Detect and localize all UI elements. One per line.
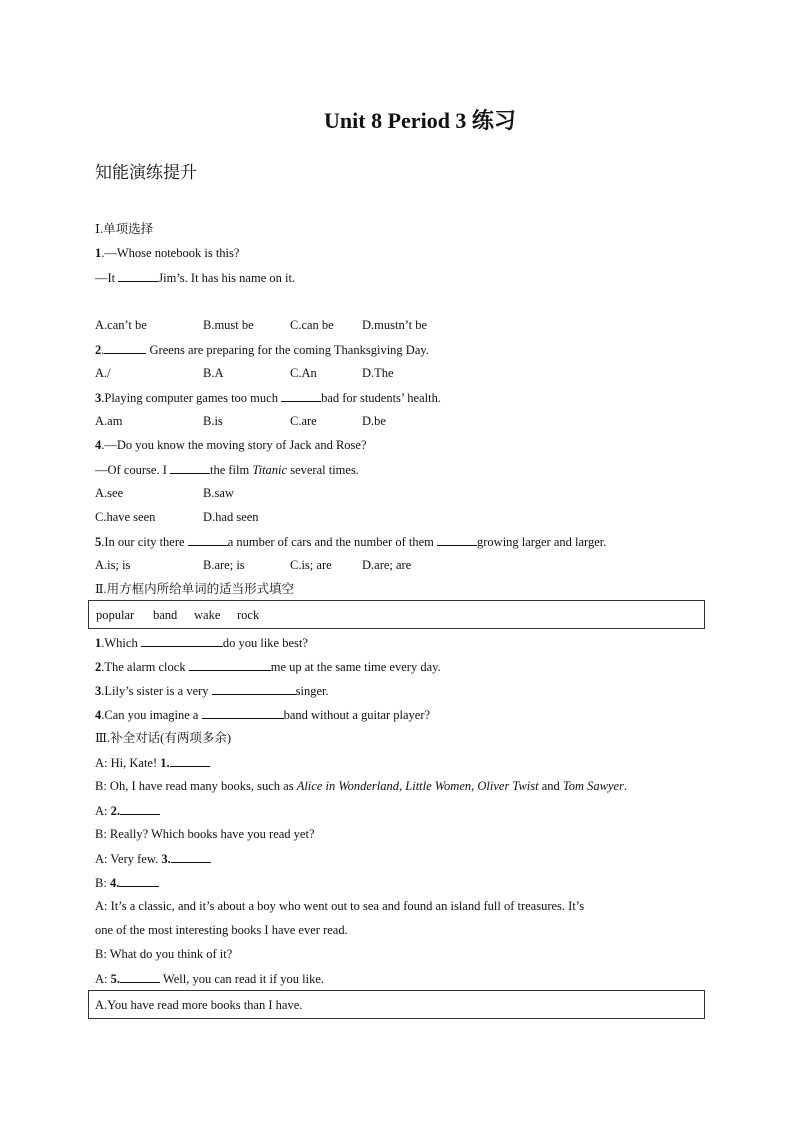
word-bank-word: popular (96, 608, 135, 622)
s1-q1-opt-b: B.must be (203, 318, 254, 332)
s1-q4-opt-b: B.saw (203, 486, 234, 500)
s1-q1-line2: —It Jim’s. It has his name on it. (95, 271, 296, 285)
answer-blank[interactable] (118, 269, 158, 282)
answer-blank[interactable] (212, 682, 296, 695)
s1-q3-opt-c: C.are (290, 414, 317, 428)
s1-q1-line1: 1.—Whose notebook is this? (95, 246, 240, 260)
s1-q5-opt-a: A.is; is (95, 558, 131, 572)
section1-heading: Ⅰ.单项选择 (95, 222, 154, 236)
page-title: Unit 8 Period 3 练习 (324, 108, 516, 133)
s1-q5-opt-b: B.are; is (203, 558, 245, 572)
dialog-line-4: B: Really? Which books have you read yet? (95, 827, 315, 841)
s1-q5-opt-c: C.is; are (290, 558, 332, 572)
s2-q4-line: 4.Can you imagine a band without a guitar player? (95, 708, 431, 722)
answer-blank[interactable] (171, 850, 211, 863)
dialog-line-7: A: It’s a classic, and it’s about a boy who went out to sea and found an island full of treasures. It’s (95, 899, 585, 913)
s1-q1-opt-a: A.can’t be (95, 318, 147, 332)
s1-q2-opt-d: D.The (362, 366, 394, 380)
answer-blank[interactable] (281, 389, 321, 402)
answer-blank[interactable] (119, 874, 159, 887)
s1-q4-line1: 4.—Do you know the moving story of Jack and Rose? (95, 438, 367, 452)
answer-blank[interactable] (188, 533, 228, 546)
s1-q4-line2: —Of course. I the film Titanic several times. (95, 463, 359, 477)
s1-q1-opt-c: C.can be (290, 318, 334, 332)
answer-blank[interactable] (202, 706, 284, 719)
dialog-line-1: A: Hi, Kate! 1. (95, 754, 210, 771)
answer-blank[interactable] (120, 970, 160, 983)
s1-q3-line: 3.Playing computer games too much bad for students’ health. (95, 391, 441, 405)
dialog-line-2: B: Oh, I have read many books, such as Alice in Wonderland, Little Women, Oliver Twist and Tom Sawyer. (95, 779, 628, 793)
s1-q5-opt-d: D.are; are (362, 558, 412, 572)
section2-heading: Ⅱ.用方框内所给单词的适当形式填空 (95, 582, 295, 596)
s1-q2-line: 2. Greens are preparing for the coming Thanksgiving Day. (95, 343, 429, 357)
dialog-line-6: B: 4. (95, 874, 159, 891)
s2-q3-line: 3.Lily’s sister is a very singer. (95, 684, 329, 698)
s1-q4-opt-c: C.have seen (95, 510, 156, 524)
section3-heading: Ⅲ.补全对话(有两项多余) (95, 731, 232, 745)
word-bank-word: band (153, 608, 178, 622)
dialog-line-3: A: 2. (95, 802, 160, 819)
dialog-line-10: A: 5. Well, you can read it if you like. (95, 972, 324, 986)
s1-q2-opt-c: C.An (290, 366, 317, 380)
answer-blank[interactable] (170, 461, 210, 474)
dialog-line-5: A: Very few. 3. (95, 850, 211, 867)
s1-q2-opt-b: B.A (203, 366, 224, 380)
answer-blank[interactable] (170, 754, 210, 767)
s2-q2-line: 2.The alarm clock me up at the same time every day. (95, 660, 441, 674)
dialog-line-8: one of the most interesting books I have ever read. (95, 923, 348, 937)
answer-blank[interactable] (437, 533, 477, 546)
answer-blank[interactable] (104, 341, 146, 354)
s1-q1-opt-d: D.mustn’t be (362, 318, 428, 332)
s2-q1-line: 1.Which do you like best? (95, 636, 308, 650)
s1-q5-line: 5.In our city there a number of cars and the number of them growing larger and larger. (95, 535, 607, 549)
option-a: A.You have read more books than I have. (95, 998, 303, 1012)
word-bank-word: rock (237, 608, 260, 622)
word-bank-word: wake (194, 608, 221, 622)
options-box (88, 990, 705, 1019)
answer-blank[interactable] (120, 802, 160, 815)
s1-q4-opt-a: A.see (95, 486, 124, 500)
word-bank-box (88, 600, 705, 629)
answer-blank[interactable] (189, 658, 271, 671)
dialog-line-9: B: What do you think of it? (95, 947, 233, 961)
s1-q3-opt-a: A.am (95, 414, 123, 428)
page-subtitle: 知能演练提升 (95, 163, 197, 182)
s1-q4-opt-d: D.had seen (203, 510, 259, 524)
s1-q2-opt-a: A./ (95, 366, 111, 380)
s1-q3-opt-b: B.is (203, 414, 223, 428)
s1-q3-opt-d: D.be (362, 414, 386, 428)
answer-blank[interactable] (141, 634, 223, 647)
